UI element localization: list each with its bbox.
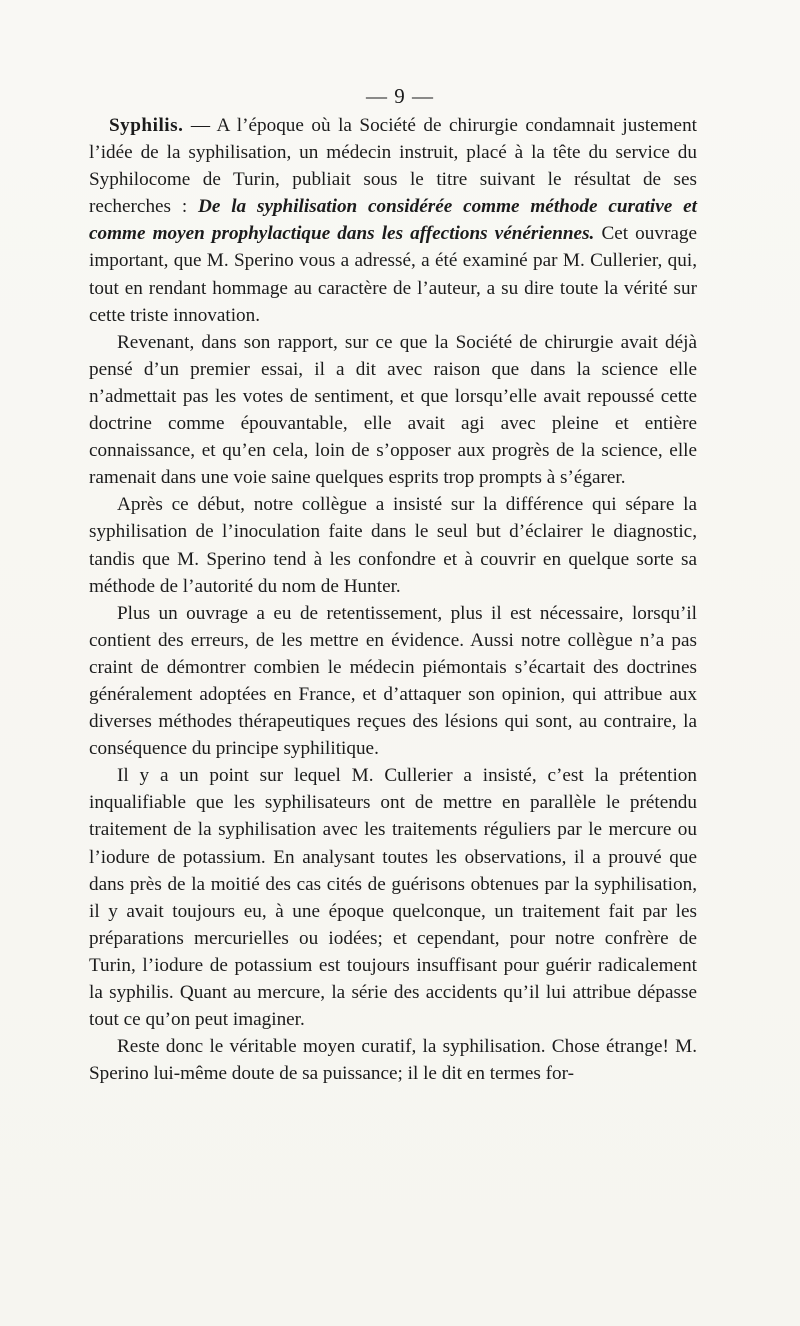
- paragraph-2: Revenant, dans son rapport, sur ce que la Société de chirurgie avait déjà pensé d’un premier essai, il a dit avec raison que dans la science elle n’admettait pas les votes de sentiment, et que lorsqu’elle avait repoussé cette doctrine comme épouvantable, elle avait agi avec pleine et entière connaissance, et qu’en cela, loin de s’opposer aux progrès de la science, elle ramenait dans une voie saine quelques esprits trop prompts à s’égarer.: [89, 331, 697, 489]
- paragraph-6: Reste donc le véritable moyen curatif, la syphilisation. Chose étrange! M. Sperino lui-même doute de sa puissance; il le dit en termes for-: [89, 1036, 697, 1085]
- paragraph-1: [89, 112, 697, 329]
- book-title: De la syphilisation considérée comme méthode curative et comme moyen prophylactique dans les affections vénériennes.: [89, 196, 697, 245]
- page-number: — 9 —: [366, 84, 434, 108]
- document-body: [89, 112, 697, 1087]
- paragraph-1-text-after: Cet ouvrage important, que M. Sperino vous a adressé, a été examiné par M. Cullerier, qui, tout en rendant hommage au caractère de l’auteur, a su dire toute la vérité sur cette triste innovation.: [89, 223, 697, 326]
- paragraph-5: Il y a un point sur lequel M. Cullerier a insisté, c’est la prétention inqualifiable que les syphilisateurs ont de mettre en parallèle le prétendu traitement de la syphilisation avec les traitements réguliers par le mercure ou l’iodure de potassium. En analysant toutes les observations, il a prouvé que dans près de la moitié des cas cités de guérisons obtenues par la syphilisation, il y avait toujours eu, à une époque quelconque, un traitement fait par les préparations mercurielles ou iodées; et cependant, pour notre confrère de Turin, l’iodure de potassium est toujours insuffisant pour guérir radicalement la syphilis. Quant au mercure, la série des accidents qu’il lui attribue dépasse tout ce qu’on peut imaginer.: [89, 765, 697, 1031]
- paragraph-3: Après ce début, notre collègue a insisté sur la différence qui sépare la syphilisation de l’inoculation faite dans le seul but d’éclairer le diagnostic, tandis que M. Sperino tend à les confondre et à couvrir en quelque sorte sa méthode de l’autorité du nom de Hunter.: [89, 494, 697, 597]
- section-lead: Syphilis.: [109, 115, 184, 136]
- paragraph-1-text-before: — A l’époque où la Société de chirurgie condamnait justement l’idée de la syphilisation, un médecin instruit, placé à la tête du service du Syphilocome de Turin, publiait sous le titre suivant le résultat de ses recherches :: [89, 115, 697, 218]
- paragraph-4: Plus un ouvrage a eu de retentissement, plus il est nécessaire, lorsqu’il contient des erreurs, de les mettre en évidence. Aussi notre collègue n’a pas craint de démontrer combien le médecin piémontais s’écartait des doctrines généralement adoptées en France, et d’attaquer son opinion, qui attribue aux diverses méthodes thérapeutiques reçues des lésions qui sont, au contraire, la conséquence du principe syphilitique.: [89, 602, 697, 760]
